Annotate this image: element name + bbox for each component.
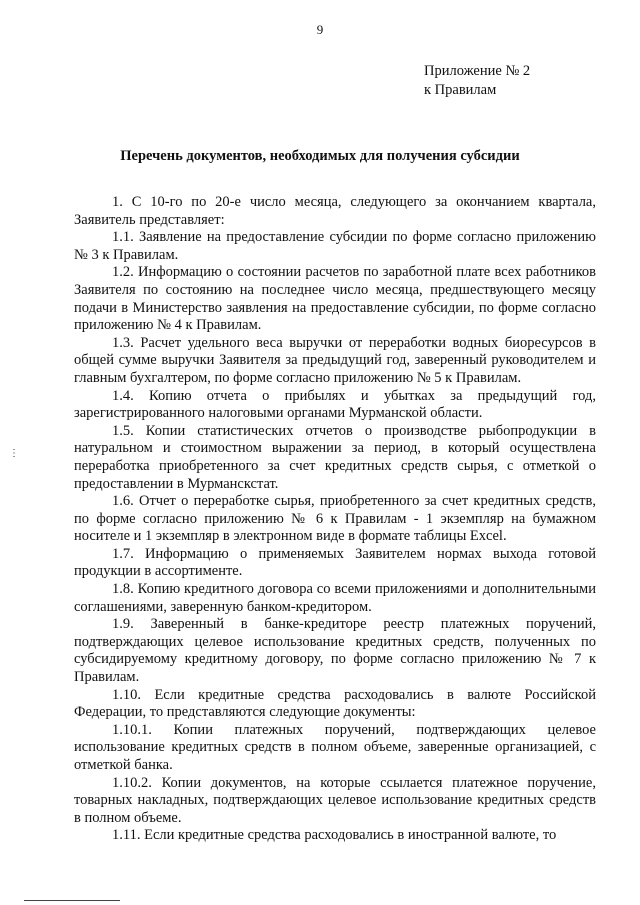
- paragraph-1-6: 1.6. Отчет о переработке сырья, приобретенного за счет кредитных средств, по форме согласно приложению № 6 к Правилам - 1 экземпляр на бумажном носителе и 1 экземпляр в электронном виде в формате таблицы Excel.: [74, 493, 596, 545]
- paragraph-1: 1. С 10-го по 20-е число месяца, следующего за окончанием квартала, Заявитель представляет:: [74, 194, 596, 228]
- paragraph-1-7: 1.7. Информацию о применяемых Заявителем нормах выхода готовой продукции в ассортименте.: [74, 545, 596, 580]
- scan-margin-mark: ⋮: [9, 448, 19, 459]
- paragraph-1-4: 1.4. Копию отчета о прибылях и убытках за предыдущий год, зарегистрированного налоговыми органами Мурманской области.: [74, 387, 596, 422]
- paragraph-1-10: 1.10. Если кредитные средства расходовались в валюте Российской Федерации, то представляются следующие документы:: [74, 686, 596, 721]
- footer-rule: [24, 900, 120, 901]
- paragraph-1-3: 1.3. Расчет удельного веса выручки от переработки водных биоресурсов в общей сумме выручки Заявителя за предыдущий год, заверенный руководителем и главным бухгалтером, по форме согласно приложению № 5 к Правилам.: [74, 334, 596, 386]
- document-heading: Перечень документов, необходимых для получения субсидии: [120, 148, 520, 164]
- appendix-reference: [424, 62, 530, 100]
- appendix-rules: к Правилам: [424, 82, 497, 98]
- paragraph-1-11: 1.11. Если кредитные средства расходовались в иностранной валюте, то: [112, 827, 557, 844]
- paragraph-1-1: 1.1. Заявление на предоставление субсидии по форме согласно приложению № 3 к Правилам.: [74, 229, 596, 263]
- appendix-title: Приложение № 2: [424, 63, 531, 79]
- document-body: [74, 194, 596, 845]
- paragraph-1-8: 1.8. Копию кредитного договора со всеми приложениями и дополнительными соглашениями, заверенную банком-кредитором.: [74, 581, 596, 615]
- paragraph-1-10-2: 1.10.2. Копии документов, на которые ссылается платежное поручение, товарных накладных, подтверждающих целевое использование кредитных средств в полном объеме.: [74, 774, 596, 826]
- page-number: 9: [316, 22, 324, 37]
- paragraph-1-9: 1.9. Заверенный в банке-кредиторе реестр платежных поручений, подтверждающих целевое использование кредитных средств, полученных по субсидируемому кредитному договору, по форме согласно приложению № 7 к Правилам.: [74, 616, 596, 686]
- paragraph-1-5: 1.5. Копии статистических отчетов о производстве рыбопродукции в натуральном и стоимостном выражении за период, в который осуществлена переработка приобретенного за счет кредитных средств сырья, с отметкой о предоставлении в Мурманскстат.: [74, 422, 596, 492]
- paragraph-1-10-1: 1.10.1. Копии платежных поручений, подтверждающих целевое использование кредитных средств в полном объеме, заверенные организацией, с отметкой банка.: [74, 721, 596, 773]
- paragraph-1-2: 1.2. Информацию о состоянии расчетов по заработной плате всех работников Заявителя по состоянию на последнее число месяца, предшествующего месяцу подачи в Министерство заявления на предоставление субсидии, по форме согласно приложению № 4 к Правилам.: [74, 264, 596, 334]
